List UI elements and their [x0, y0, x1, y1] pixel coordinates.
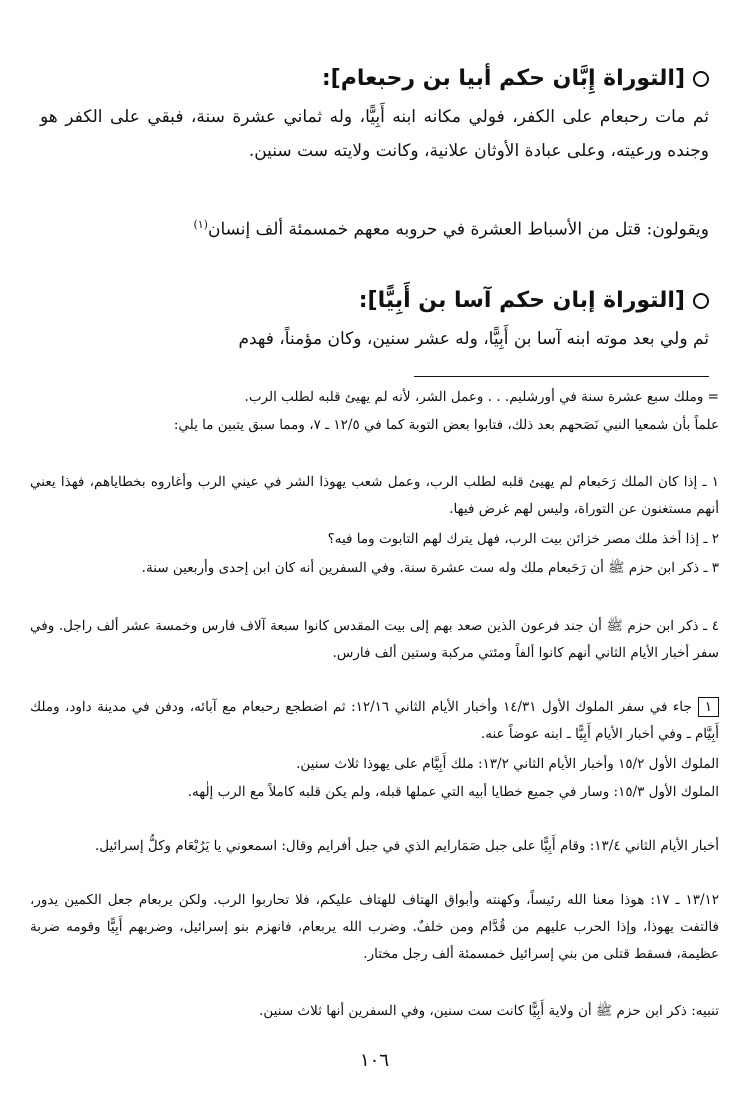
- footnote-divider: [414, 376, 709, 377]
- paragraph-text: ويقولون: قتل من الأسباط العشرة في حروبه معهم خمسمئة ألف إنسان: [207, 219, 709, 240]
- footnote-ref[interactable]: (١): [193, 218, 208, 231]
- footnote-para: علماً بأن شمعيا النبي نَصَحهم بعد ذلك، فتابوا بعض التوبة كما في ١٢/٥ ـ ٧، ومما سبق يتبين ما يلي:: [173, 417, 719, 433]
- heading-text: [التوراة إبان حكم آسا بن أَبِيًّا]:: [358, 288, 685, 313]
- note-6: تنبيه: ذكر ابن حزم ﷺ أن ولاية أَبِيًّا كانت ست سنين، وفي السفرين أنها ثلاث سنين.: [259, 1003, 719, 1019]
- note-text: جاء في سفر الملوك الأول ١٤/٣١ وأخبار الأيام الثاني ١٢/١٦: ثم اضطجع رحبعام مع آبائه، ودفن في مدينة داود، وملك أَبِيَّام ـ وفي أخبار الأيام أَبِيًّا ـ ابنه عوضاً عنه.: [30, 699, 719, 742]
- section-heading-abiya: [40, 62, 709, 96]
- section-heading-asa: [40, 284, 709, 318]
- paragraph-abiya-reign: ثم مات رحبعام على الكفر، فولي مكانه ابنه أَبِيًّا، وله ثماني عشرة سنة، فبقي على الكفر هو وجنده ورعيته، وعلى عبادة الأوثان علانية، وكانت ولايته ست سنين.: [40, 107, 709, 161]
- note-number-box: ١: [698, 697, 719, 717]
- footnote-point-3: ٣ ـ ذكر ابن حزم ﷺ أن رَحَبعام ملك وله ست عشرة سنة. وفي السفرين أنه كان ابن إحدى وأربعين سنة.: [141, 560, 719, 576]
- footnote-point-4: ٤ ـ ذكر ابن حزم ﷺ أن جند فرعون الذين صعد بهم إلى بيت المقدس كانوا سبعة آلاف فارس وخمسة عشر ألف راجل. وفي سفر أخبار الأيام الثاني أنهم كانوا ألفاً ومئتي مركبة وستين ألف فارس.: [30, 618, 719, 661]
- paragraph-asa-reign: ثم ولي بعد موته ابنه آسا بن أَبِيًّا، وله عشر سنين، وكان مؤمناً، فهدم: [238, 329, 709, 349]
- footnote-point-1: ١ ـ إذا كان الملك رَحَبعام لم يهيئ قلبه لطلب الرب، وعمل شعب يهوذا الشر في عيني الرب وأغاروه بخطاياهم، فهذا يعني أنهم مستغنون عن التوراة، وليس لهم غرض فيها.: [30, 474, 719, 517]
- footnote-continued: = وملك سبع عشرة سنة في أورشليم. . . وعمل الشر، لأنه لم يهيئ قلبه لطلب الرب.: [244, 389, 719, 405]
- note-4: أخبار الأيام الثاني ١٣/٤: وقام أَبِيًّا على جبل صَمَارايم الذي في جبل أفرايم وقال: اسمعوني يا يَرُبْعَام وكلُّ إسرائيل.: [94, 838, 719, 854]
- note-3: الملوك الأول ١٥/٣: وسار في جميع خطايا أبيه التي عملها قبله، ولم يكن قلبه كاملاً مع الرب إلٰهه.: [187, 784, 719, 800]
- circle-bullet-icon: [693, 293, 709, 309]
- circle-bullet-icon: [693, 71, 709, 87]
- footnote-point-2: ٢ ـ إذا أخذ ملك مصر خزائن بيت الرب، فهل يترك لهم التابوت وما فيه؟: [327, 531, 719, 547]
- paragraph-tribes-killed: [40, 208, 709, 247]
- note-5: ١٣/١٢ ـ ١٧: هوذا معنا الله رئيساً، وكهنته وأبواق الهتاف للهتاف عليكم، فلا تحاربوا الرب. ولكن يربعام جعل الكمين يدور، فالتفت يهوذا، وإذا الحرب عليهم من قُدَّام ومن خلفٌ. وضرب الله يربعام، فانهزم بنو إسرائيل، وضربهم أَبِيًّا وقومه ضربة عظيمة، فسقط قتلى من بني إسرائيل خمسمئة ألف رجل مختار.: [30, 892, 719, 962]
- heading-text: [التوراة إِبَّان حكم أبيا بن رحبعام]:: [321, 66, 685, 91]
- page-number: ١٠٦: [359, 1050, 389, 1071]
- note-1: [30, 694, 719, 748]
- note-2: الملوك الأول ١٥/٢ وأخبار الأيام الثاني ١٣/٢: ملك أَبِيَّام على يهوذا ثلاث سنين.: [296, 756, 719, 772]
